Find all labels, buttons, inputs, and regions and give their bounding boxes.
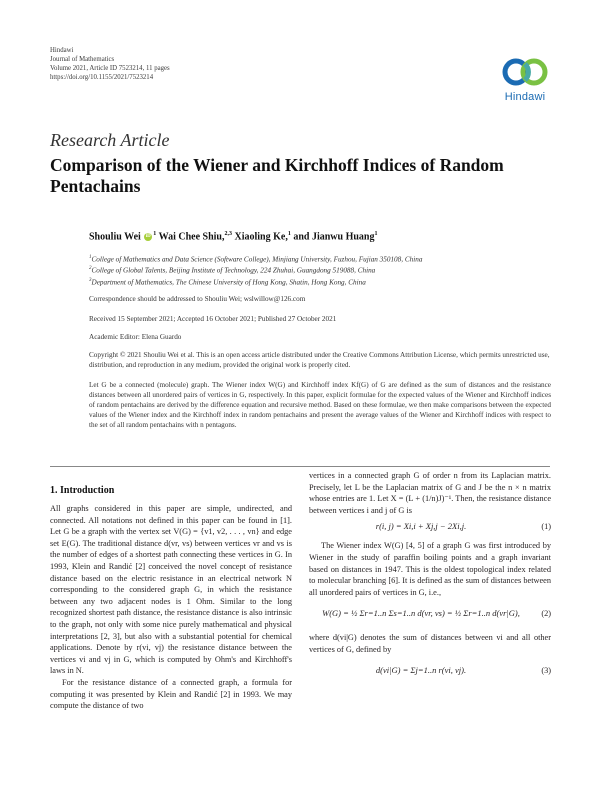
body-paragraph: For the resistance distance of a connected graph, a formula for computing it was presented by Klein and Randić [2] in 1993. We may compute the distance of two xyxy=(50,677,292,711)
equation-3 xyxy=(309,656,551,686)
orcid-icon[interactable]: iD xyxy=(145,234,151,240)
affiliation-number: 2 xyxy=(89,266,92,272)
author-name[interactable]: Xiaoling Ke, xyxy=(234,231,288,243)
author-affil-ref: 1 xyxy=(153,231,157,237)
section-title: 1. Introduction xyxy=(50,485,115,496)
body-paragraph: All graphs considered in this paper are simple, undirected, and connected. All notations not defined in this paper can be found in [1]. Let G be a graph with the vertex set V(G) = {v1, v2, . . . , vn} and edge set E(G). The traditional distance d(vr, vs) between vertices vr and vs is the number of edges of a shortest path connecting these vertices in G. In 1993, Klein and Randić [2] conceived the novel concept of resistance distance based on the electric resistance in an electrical network N corresponding to the considered graph G, in which the resistance between any two adjacent nodes is 1 Ohm. Similar to the long recognized shortest path distance, the resistance distance is also intrinsic to the graph, not only with some nice purely mathematical and physical interpretations [2, 3], but also with a substantial potential for chemical applications. Denote by r(vi, vj) the resistance distance between the vertices vi and vj in G, which is computed by Ohm's and Kirchhoff's laws in N. xyxy=(50,504,292,676)
equation-2 xyxy=(309,598,551,632)
publication-dates: Received 15 September 2021; Accepted 16 October 2021; Published 27 October 2021 xyxy=(89,315,337,323)
affiliations xyxy=(89,253,551,287)
equation-text: W(G) = ½ Σr=1..n Σs=1..n d(vr, vs) = ½ Σr=1..n d(vr|G), xyxy=(322,608,520,619)
author-list xyxy=(89,231,377,242)
affiliation-item xyxy=(89,253,551,264)
affiliation-number: 3 xyxy=(89,277,92,283)
doi-link[interactable]: https://doi.org/10.1155/2021/7523214 xyxy=(50,74,154,81)
equation-1 xyxy=(309,516,551,540)
author-name[interactable]: Wai Chee Shiu, xyxy=(158,231,225,243)
academic-editor: Academic Editor: Elena Guardo xyxy=(89,333,182,341)
left-column xyxy=(50,503,292,712)
abstract: Let G be a connected (molecule) graph. The Wiener index W(G) and Kirchhoff index Kf(G) of G are defined as the sum of distances and the resistance distances between all unordered pairs of vertices in G, respectively. In this paper, explicit formulae for the expected values of the Wiener and Kirchhoff indices of random pentachains are derived by the difference equation and recursive method. Based on these formulae, we then make comparisons between the expected values of the Wiener index and the Kirchhoff index in random pentachains and present the average values of the Wiener and Kirchhoff indices with respect to the set of all random pentachains with n pentagons. xyxy=(89,381,551,429)
page-title: Comparison of the Wiener and Kirchhoff Indices of Random Pentachains xyxy=(50,155,504,196)
affiliation-item xyxy=(89,276,551,287)
affiliation-text: College of Global Talents, Beijing Institute of Technology, 224 Zhuhai, Guangdong 519088, China xyxy=(91,266,376,275)
publisher-name: Hindawi xyxy=(50,47,74,54)
author-affil-ref: 1 xyxy=(287,231,291,237)
section-divider xyxy=(50,466,550,467)
journal-meta xyxy=(50,46,170,82)
affiliation-item xyxy=(89,264,551,275)
body-paragraph: where d(vi|G) denotes the sum of distances between vi and all other vertices of G, defined by xyxy=(309,633,551,654)
affiliation-text: Department of Mathematics, The Chinese University of Hong Kong, Shatin, Hong Kong, China xyxy=(91,278,366,287)
journal-name: Journal of Mathematics xyxy=(50,56,115,63)
affiliation-number: 1 xyxy=(89,255,92,260)
logo-text: Hindawi xyxy=(504,91,546,103)
volume-info: Volume 2021, Article ID 7523214, 11 pages xyxy=(50,65,170,72)
equation-number: (1) xyxy=(541,522,551,532)
author-name[interactable]: and Jianwu Huang xyxy=(293,231,375,243)
correspondence: Correspondence should be addressed to Shouliu Wei; wslwillow@126.com xyxy=(89,295,306,303)
equation-number: (2) xyxy=(541,609,551,619)
author-affil-ref: 2,3 xyxy=(224,231,232,237)
equation-text: r(i, j) = Xi,i + Xj,j − 2Xi,j. xyxy=(375,521,467,532)
body-paragraph: vertices in a connected graph G of order n from its Laplacian matrix. Precisely, let L be the Laplacian matrix of G and J be the n × n matrix whose entries are 1. Let X = (L + (1/n)J)⁻¹. Then, the resistance distance between vertices i and j of G is xyxy=(309,471,551,515)
author-name[interactable]: Shouliu Wei xyxy=(89,231,141,243)
article-type: Research Article xyxy=(50,130,170,150)
author-affil-ref: 1 xyxy=(374,231,378,237)
right-column xyxy=(309,470,551,686)
affiliation-text: College of Mathematics and Data Science (Software College), Minjiang University, Fuzhou, Fujian 350108, China xyxy=(91,255,423,264)
body-paragraph: The Wiener index W(G) [4, 5] of a graph G was first introduced by Wiener in the study of paraffin boiling points and a graph invariant based on distances in 1947. This is the oldest topological index related to molecular branching [6]. It is defined as the sum of distances between all unordered pairs of vertices in G, i.e., xyxy=(309,541,551,597)
copyright-notice: Copyright © 2021 Shouliu Wei et al. This is an open access article distributed under the Creative Commons Attribution License, which permits unrestricted use, distribution, and reproduction in any medium, provided the original work is properly cited. xyxy=(89,351,550,369)
equation-number: (3) xyxy=(541,665,551,675)
equation-text: d(vi|G) = Σj=1..n r(vi, vj). xyxy=(375,664,467,675)
